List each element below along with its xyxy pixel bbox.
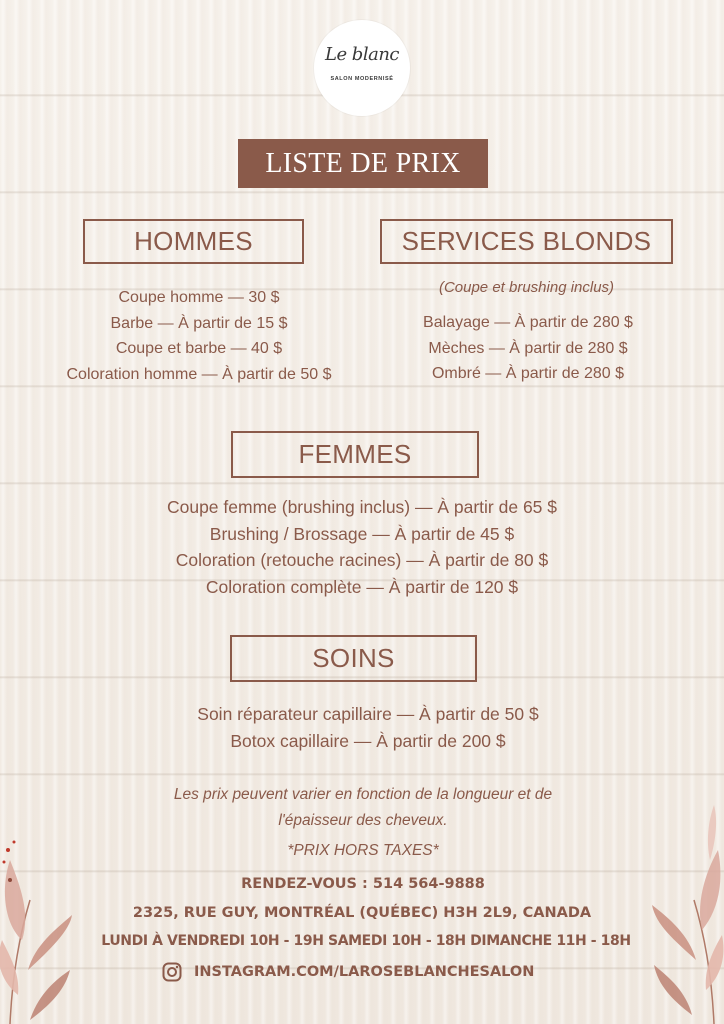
instagram-handle: INSTAGRAM.COM/LAROSEBLANCHESALON [194, 964, 535, 980]
soins-price-list [100, 701, 636, 754]
list-item: Coupe femme (brushing inclus) — À partir de 65 $ [166, 497, 558, 517]
list-item: Mèches — À partir de 280 $ [428, 339, 628, 357]
instagram-icon [162, 962, 182, 982]
logo-script: Le blanc [324, 44, 399, 65]
hommes-heading: HOMMES [83, 219, 304, 264]
note-line-2: l'épaisseur des cheveux. [278, 812, 448, 829]
address-line: 2325, RUE GUY, MONTRÉAL (QUÉBEC) H3H 2L9, CANADA [132, 905, 592, 921]
list-item: Coupe homme — 30 $ [118, 289, 280, 306]
logo-subtitle: SALON MODERNISÉ [330, 76, 394, 82]
femmes-heading: FEMMES [231, 431, 479, 478]
services-blonds-heading: SERVICES BLONDS [380, 219, 673, 264]
list-item: Coupe et barbe — 40 $ [115, 340, 283, 357]
services-blonds-price-list [380, 310, 676, 387]
list-item: Coloration (retouche racines) — À partir de 80 $ [175, 550, 549, 571]
femmes-price-list [100, 494, 624, 601]
list-item: Balayage — À partir de 280 $ [423, 314, 633, 331]
list-item: Brushing / Brossage — À partir de 45 $ [209, 523, 515, 544]
list-item: Soin réparateur capillaire — À partir de 50 $ [197, 704, 539, 724]
list-item: Ombré — À partir de 280 $ [431, 365, 625, 382]
hours-line: LUNDI À VENDREDI 10H - 19H SAMEDI 10H - 18H DIMANCHE 11H - 18H [101, 933, 631, 949]
instagram-link[interactable] [162, 962, 582, 982]
leaf-decoration-left-icon [0, 820, 80, 1024]
list-item: Coloration homme — À partir de 50 $ [66, 365, 332, 383]
hommes-price-list [30, 285, 368, 387]
salon-logo [314, 20, 410, 116]
note-line-1: Les prix peuvent varier en fonction de la longueur et de [173, 786, 553, 803]
taxes-note: *PRIX HORS TAXES* [287, 842, 439, 859]
services-blonds-note: (Coupe et brushing inclus) [438, 279, 615, 296]
list-item: Barbe — À partir de 15 $ [110, 314, 288, 332]
list-item: Coloration complète — À partir de 120 $ [205, 577, 519, 598]
price-variation-note [100, 782, 626, 864]
page-title: LISTE DE PRIX [238, 139, 488, 188]
phone-line: RENDEZ-VOUS : 514 564-9888 [241, 876, 485, 892]
list-item: Botox capillaire — À partir de 200 $ [230, 730, 506, 751]
soins-heading: SOINS [230, 635, 477, 682]
